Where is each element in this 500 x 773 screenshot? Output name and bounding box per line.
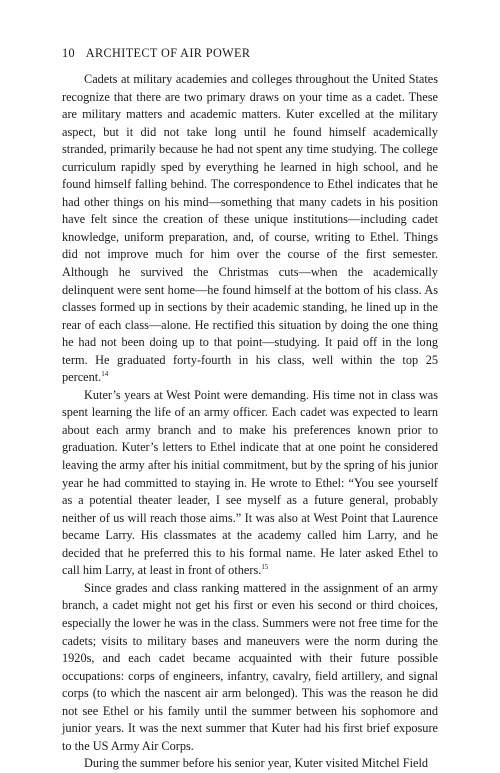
page-number: 10 — [62, 46, 75, 60]
paragraph-text: Since grades and class ranking mattered in the assignment of an army branch, a cadet might not get his first or even his second or third choices, especially the lower he was in the class. Summers were not free time for the cadets; visits to military bases and maneuvers were the norm during the 1920s, and each cadet became acquainted with their future possible occupations: corps of engineers, infantry, cavalry, field artillery, and signal corps (to which the nascent air arm belonged). This was the reason he did not see Ethel or his family until the summer between his sophomore and junior years. It was the next summer that Kuter had his first brief exposure to the US Army Air Corps. — [62, 580, 438, 753]
footnote-marker: 15 — [261, 563, 269, 572]
paragraph-3 — [62, 580, 438, 755]
paragraph-text: During the summer before his senior year, Kuter visited Mitchel Field — [84, 756, 429, 771]
book-page — [62, 46, 438, 773]
paragraph-text: Kuter’s years at West Point were demanding. His time not in class was spent learning the life of an army officer. Each cadet was expected to learn about each army branch and to make his preferences known prior to graduation. Kuter’s letters to Ethel indicate that at one point he considered leaving the army after his initial commitment, but by the spring of his junior year he had committed to staying in. He wrote to Ethel: “You see yourself as a potential theater leader, I see myself as a future general, probably neither of us will reach those aims.” It was also at West Point that Laurence became Larry. His classmates at the academy called him Larry, and he decided that he preferred this to his formal name. He later asked Ethel to call him Larry, at least in front of others. — [62, 387, 438, 578]
running-head — [62, 46, 438, 61]
paragraph-4 — [62, 755, 438, 773]
paragraph-2 — [62, 387, 438, 580]
paragraph-text: Cadets at military academies and colleges throughout the United States recognize that there are two primary draws on your time as a cadet. These are military matters and academic matters. Kuter excelled at the military aspect, but it did not take long until he found himself academically stranded, primarily because he had not spent any time studying. The college curriculum rapidly sped by everything he learned in high school, and he found himself falling behind. The correspondence to Ethel indicates that he had other things on his mind—something that many cadets in his position have felt since the creation of these unique institutions—including cadet knowledge, uniform preparation, and, of course, writing to Ethel. Things did not improve much for him over the course of the first semester. Although he survived the Christmas cuts—when the academically delinquent were sent home—he found himself at the bottom of his class. As classes formed up in sections by their academic standing, he lined up in the rear of each class—alone. He rectified this situation by doing the one thing he had not been doing up to that point—studying. It paid off in the long term. He graduated forty-fourth in his class, well within the top 25 percent. — [62, 72, 438, 385]
running-title: ARCHITECT OF AIR POWER — [85, 46, 251, 60]
footnote-marker: 14 — [101, 370, 109, 379]
paragraph-1 — [62, 71, 438, 387]
body-text — [62, 71, 438, 773]
